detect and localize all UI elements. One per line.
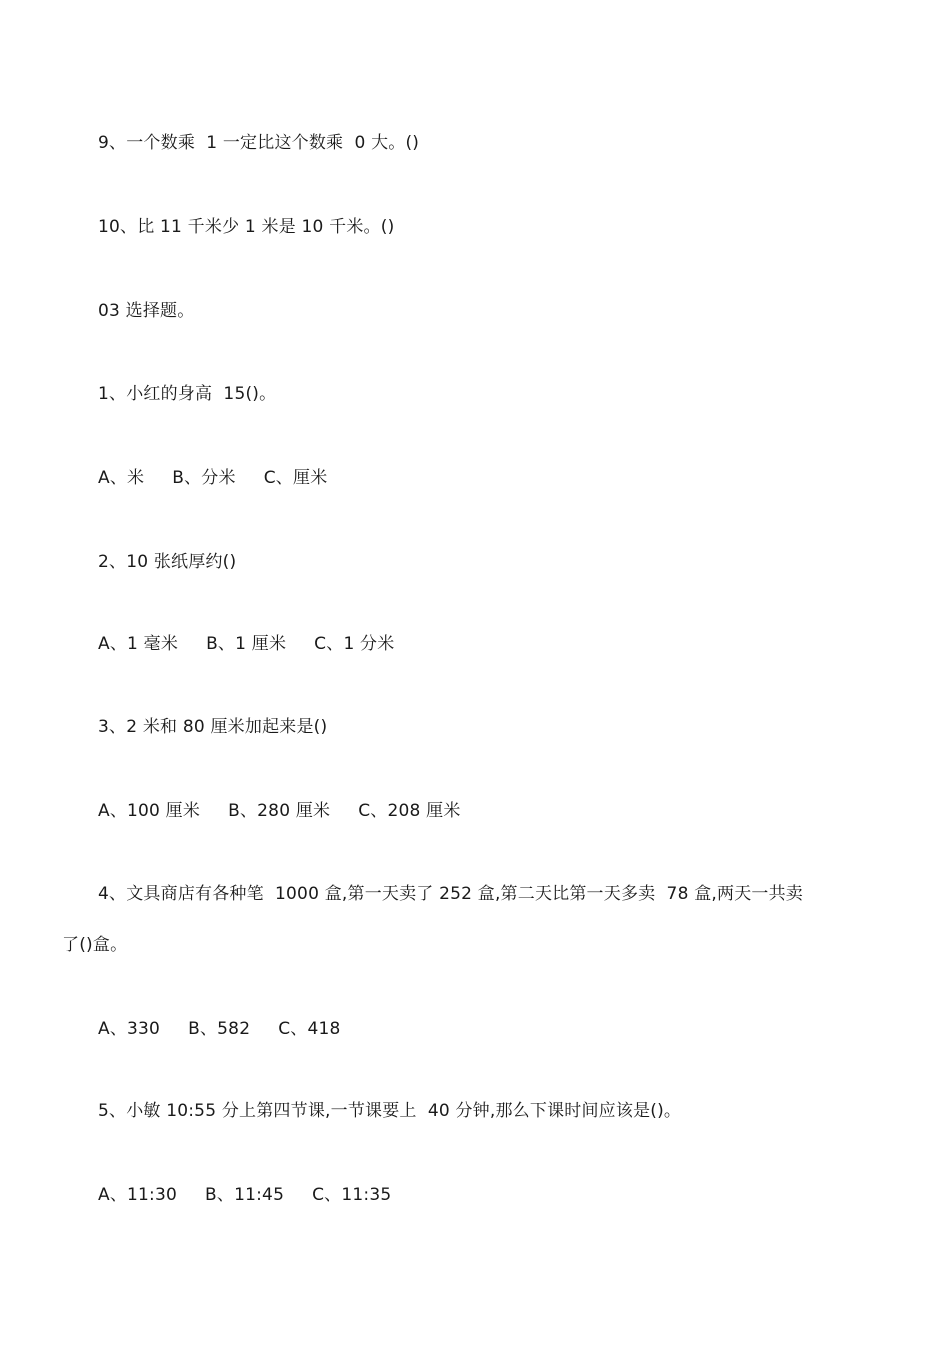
section-heading: 03 选择题。 — [98, 301, 195, 321]
choice-question-4: 4、文具商店有各种笔 1000 盒,第一天卖了 252 盒,第二天比第一天多卖 78 盒,两天一共卖 — [98, 884, 803, 904]
choice-question-2: 2、10 张纸厚约() — [98, 552, 237, 572]
choice-question-4-continued: 了()盒。 — [62, 935, 128, 955]
choice-question-3: 3、2 米和 80 厘米加起来是() — [98, 717, 328, 737]
question-10: 10、比 11 千米少 1 米是 10 千米。() — [98, 217, 395, 237]
choice-question-1: 1、小红的身高 15()。 — [98, 384, 277, 404]
choice-question-5: 5、小敏 10:55 分上第四节课,一节课要上 40 分钟,那么下课时间应该是()。 — [98, 1101, 682, 1121]
question-9: 9、一个数乘 1 一定比这个数乘 0 大。() — [98, 133, 420, 153]
choice-options-3: A、100 厘米 B、280 厘米 C、208 厘米 — [98, 801, 461, 821]
choice-options-4: A、330 B、582 C、418 — [98, 1019, 341, 1039]
choice-options-5: A、11:30 B、11:45 C、11:35 — [98, 1185, 392, 1205]
choice-options-2: A、1 毫米 B、1 厘米 C、1 分米 — [98, 634, 395, 654]
choice-options-1: A、米 B、分米 C、厘米 — [98, 468, 328, 488]
